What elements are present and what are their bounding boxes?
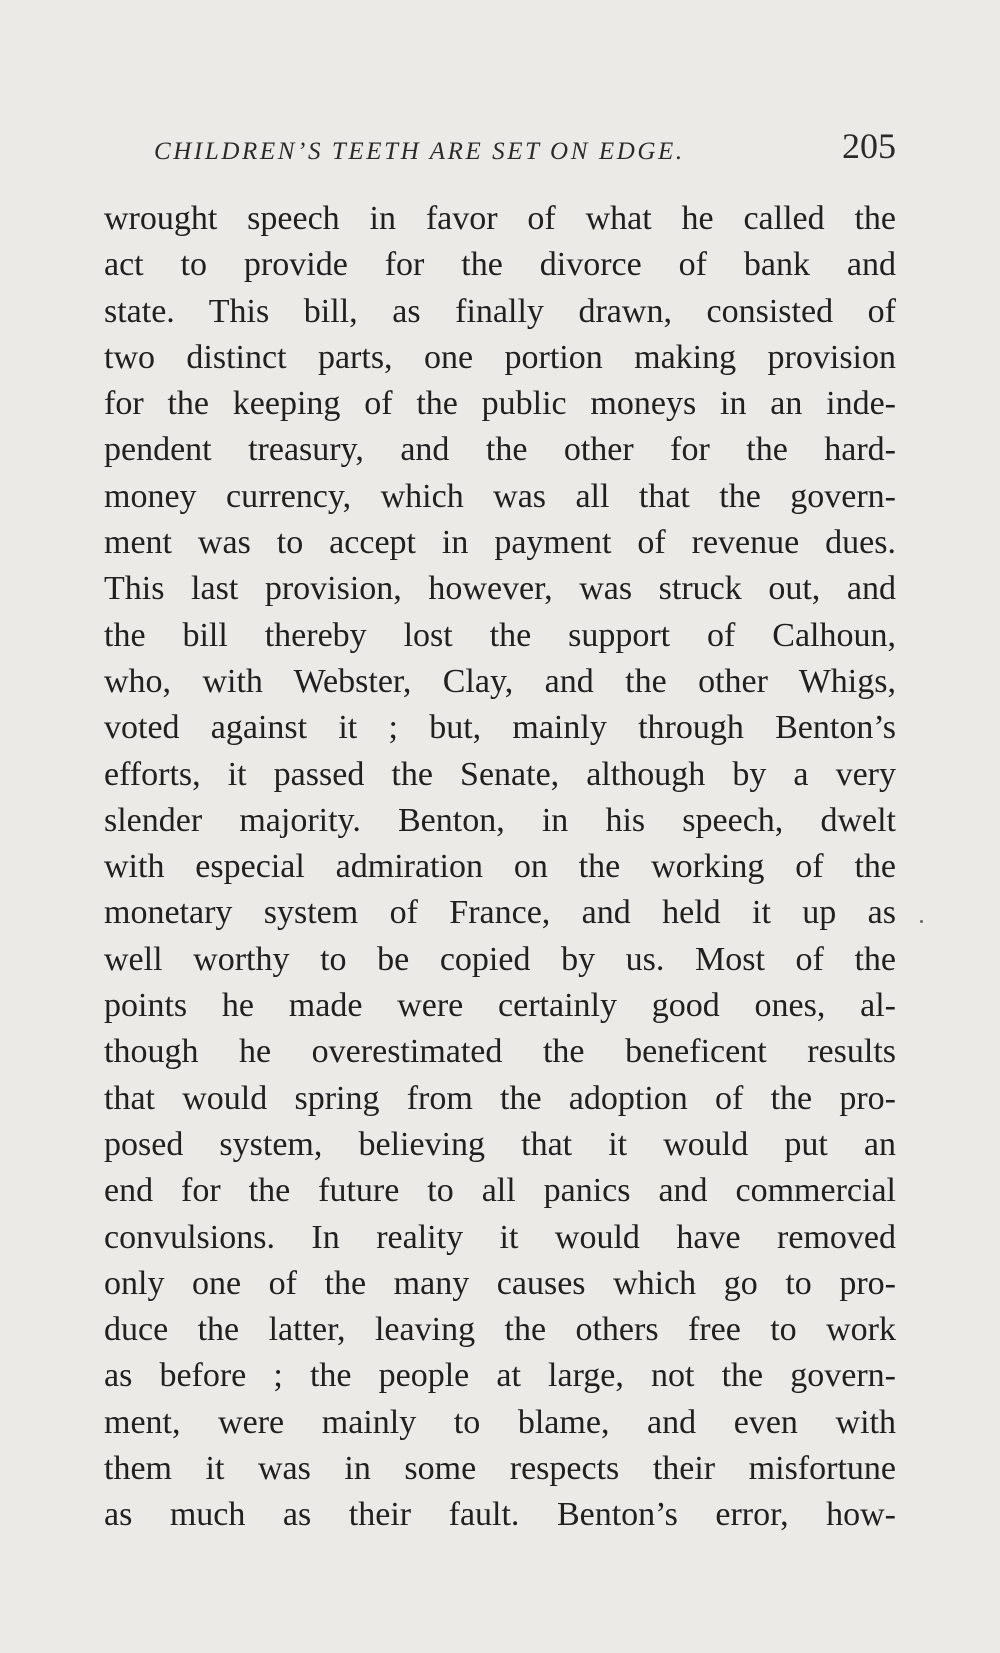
text-line: as much as their fault. Benton’s error, how- xyxy=(104,1496,896,1534)
text-line: who, with Webster, Clay, and the other Whigs, xyxy=(104,662,896,700)
text-line: though he overestimated the beneficent results xyxy=(104,1033,896,1071)
text-line: monetary system of France, and held it up as xyxy=(104,894,896,932)
running-title: CHILDREN’S TEETH ARE SET ON EDGE. xyxy=(154,138,685,165)
running-header xyxy=(106,128,896,174)
text-line: the bill thereby lost the support of Calhoun, xyxy=(104,616,896,654)
text-line: act to provide for the divorce of bank and xyxy=(104,246,896,284)
page-number: 205 xyxy=(842,126,896,166)
text-line: convulsions. In reality it would have removed xyxy=(104,1218,896,1256)
text-line: slender majority. Benton, in his speech, dwelt xyxy=(104,801,896,839)
text-line: efforts, it passed the Senate, although by a very xyxy=(104,755,896,793)
text-line: duce the latter, leaving the others free to work xyxy=(104,1311,896,1349)
text-line: pendent treasury, and the other for the hard- xyxy=(104,431,896,469)
text-line: end for the future to all panics and commercial xyxy=(104,1172,896,1210)
text-line: only one of the many causes which go to pro- xyxy=(104,1264,896,1302)
text-line: with especial admiration on the working of the xyxy=(104,848,896,886)
page-body-text xyxy=(104,196,896,1539)
text-line: money currency, which was all that the govern- xyxy=(104,477,896,515)
text-line: ment, were mainly to blame, and even with xyxy=(104,1403,896,1441)
text-line: for the keeping of the public moneys in an inde- xyxy=(104,385,896,423)
margin-ink-dot xyxy=(920,920,923,923)
text-line: that would spring from the adoption of the pro- xyxy=(104,1079,896,1117)
text-line: wrought speech in favor of what he called the xyxy=(104,200,896,237)
text-line: points he made were certainly good ones, al- xyxy=(104,987,896,1025)
text-line: them it was in some respects their misfortune xyxy=(104,1450,896,1488)
text-line: as before ; the people at large, not the govern- xyxy=(104,1357,896,1395)
text-line: posed system, believing that it would put an xyxy=(104,1125,896,1163)
text-line: well worthy to be copied by us. Most of the xyxy=(104,940,896,978)
text-line: ment was to accept in payment of revenue dues. xyxy=(104,524,896,562)
text-line: This last provision, however, was struck out, and xyxy=(104,570,896,608)
text-line: two distinct parts, one portion making provision xyxy=(104,338,896,376)
text-line: voted against it ; but, mainly through Benton’s xyxy=(104,709,896,747)
text-line: state. This bill, as finally drawn, consisted of xyxy=(104,292,896,330)
